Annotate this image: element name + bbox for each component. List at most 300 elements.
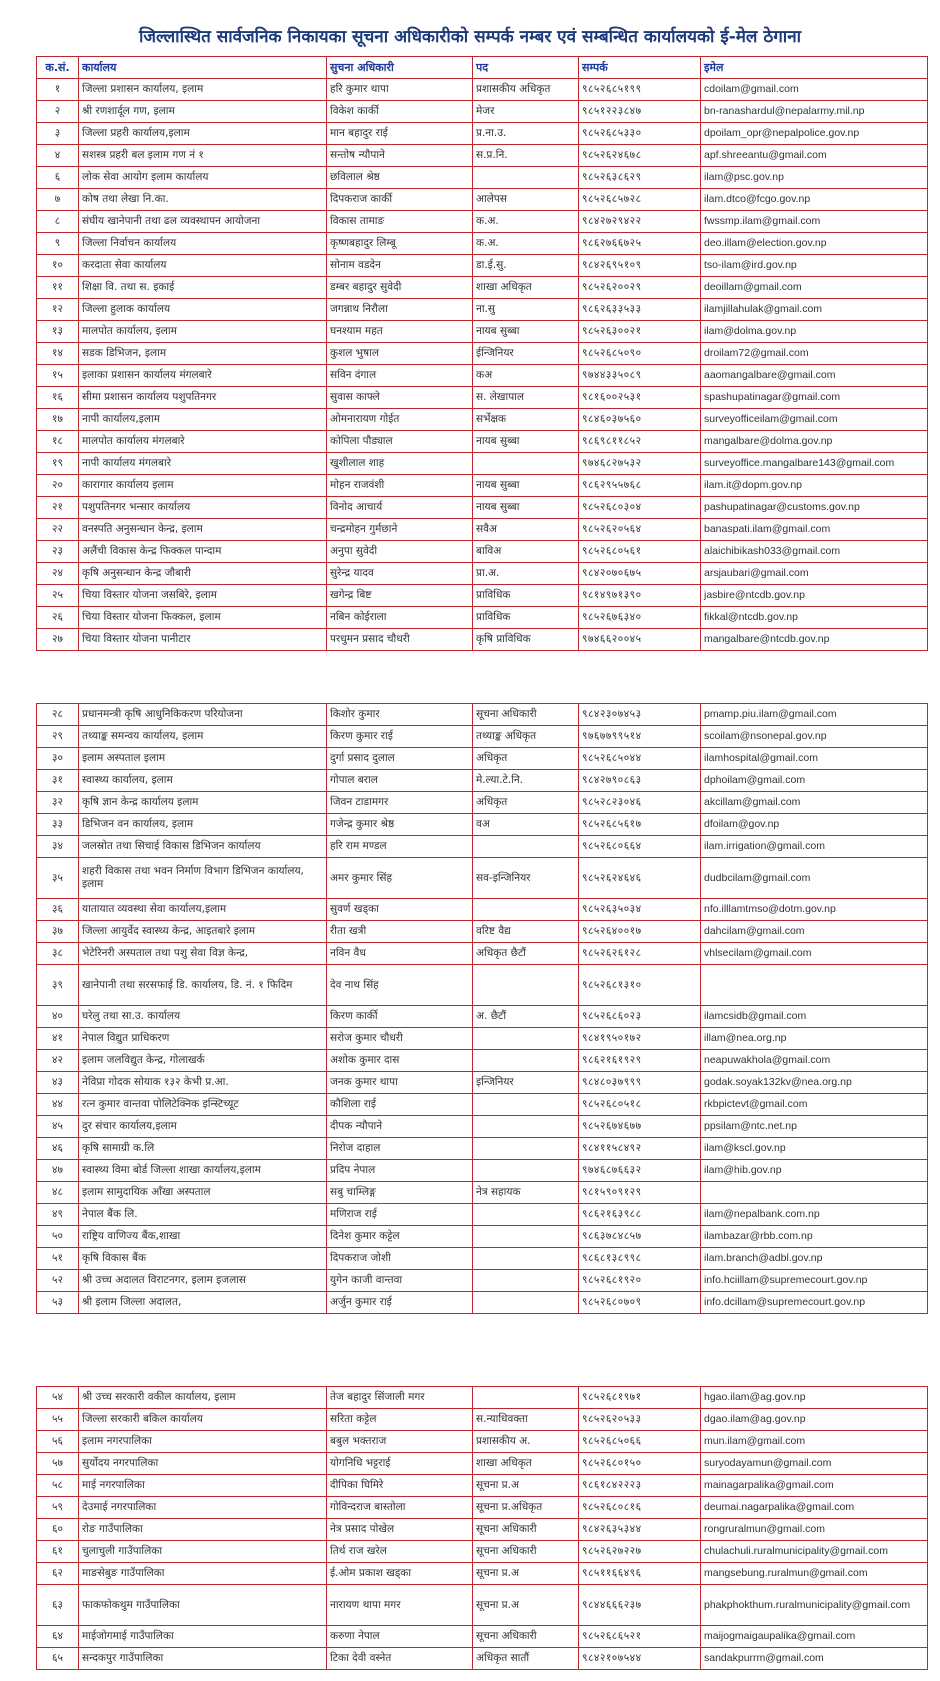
position-cell — [473, 965, 579, 1006]
position-cell: सूचना प्र.अ — [473, 1475, 579, 1497]
phone-cell: ९८५२६८५०४४ — [579, 748, 701, 770]
position-cell — [473, 1094, 579, 1116]
serial-cell: ८ — [37, 211, 79, 233]
email-cell[interactable]: phakphokthum.ruralmunicipality@gmail.com — [701, 1585, 928, 1626]
email-cell[interactable]: ilam.irrigation@gmail.com — [701, 836, 928, 858]
email-cell[interactable]: suryodayamun@gmail.com — [701, 1453, 928, 1475]
office-cell: डिभिजन वन कार्यालय, इलाम — [79, 814, 327, 836]
table-row — [37, 497, 928, 519]
phone-cell: ९८५२६८१३१० — [579, 965, 701, 1006]
serial-cell: ४३ — [37, 1072, 79, 1094]
officer-cell: अनुपा सुवेदी — [327, 541, 473, 563]
office-cell: माङसेबुङ गाउँपालिका — [79, 1563, 327, 1585]
position-cell: बाविअ — [473, 541, 579, 563]
table-row — [37, 453, 928, 475]
officer-cell: मणिराज राई — [327, 1204, 473, 1226]
phone-cell: ९८६३७८४८५७ — [579, 1226, 701, 1248]
serial-cell: ३९ — [37, 965, 79, 1006]
officer-cell: चन्द्रमोहन गुर्मछाने — [327, 519, 473, 541]
position-cell: क.अ. — [473, 211, 579, 233]
phone-cell: ९८५२६२४६७८ — [579, 145, 701, 167]
email-cell[interactable]: mun.ilam@gmail.com — [701, 1431, 928, 1453]
office-cell: जलस्रोत तथा सिचाई विकास डिभिजन कार्यालय — [79, 836, 327, 858]
table-row — [37, 1585, 928, 1626]
email-cell[interactable]: dfoilam@gov.np — [701, 814, 928, 836]
position-cell: स. लेखापाल — [473, 387, 579, 409]
email-cell[interactable]: jasbire@ntcdb.gov.np — [701, 585, 928, 607]
officer-cell: कृष्णबहादुर लिम्बू — [327, 233, 473, 255]
office-cell: शहरी विकास तथा भवन निर्माण विभाग डिभिजन कार्यालय, इलाम — [79, 858, 327, 899]
email-cell[interactable]: chulachuli.ruralmunicipality@gmail.com — [701, 1541, 928, 1563]
position-cell — [473, 1292, 579, 1314]
email-cell[interactable]: ilam.branch@adbl.gov.np — [701, 1248, 928, 1270]
email-cell[interactable]: godak.soyak132kv@nea.org.np — [701, 1072, 928, 1094]
phone-cell: ९८५२६८१९२० — [579, 1270, 701, 1292]
email-cell[interactable]: ilambazar@rbb.com.np — [701, 1226, 928, 1248]
email-cell[interactable]: ilam@nepalbank.com.np — [701, 1204, 928, 1226]
position-cell: वअ — [473, 814, 579, 836]
position-cell: अधिकृत — [473, 792, 579, 814]
position-cell: डा.ई.सु. — [473, 255, 579, 277]
table-row — [37, 1094, 928, 1116]
officer-cell: अर्जुन कुमार राई — [327, 1292, 473, 1314]
office-cell: श्री उच्च अदालत विराटनगर, इलाम इजलास — [79, 1270, 327, 1292]
position-cell: सूचना अधिकारी — [473, 1626, 579, 1648]
position-cell — [473, 1387, 579, 1409]
office-cell: श्री इलाम जिल्ला अदालत, — [79, 1292, 327, 1314]
office-cell: भेटेरिनरी अस्पताल तथा पशु सेवा विज्ञ केन्द्र, — [79, 943, 327, 965]
position-cell: आलेपस — [473, 189, 579, 211]
phone-cell: ९८५२६३८६२९ — [579, 167, 701, 189]
phone-cell: ९८४२६९५१०९ — [579, 255, 701, 277]
phone-cell: ९८४१९५०१७२ — [579, 1028, 701, 1050]
phone-cell: ९८४८०३७९९९ — [579, 1072, 701, 1094]
table-row — [37, 519, 928, 541]
office-cell: माई नगरपालिका — [79, 1475, 327, 1497]
officer-cell: गोपाल बराल — [327, 770, 473, 792]
position-cell: प्राविधिक — [473, 585, 579, 607]
serial-cell: ५४ — [37, 1387, 79, 1409]
office-cell: मालपोत कार्यालय मंगलबारे — [79, 431, 327, 453]
officer-cell: सविन दंगाल — [327, 365, 473, 387]
table-row — [37, 563, 928, 585]
serial-cell: २३ — [37, 541, 79, 563]
officer-cell: किरण कुमार राई — [327, 726, 473, 748]
serial-cell: ४२ — [37, 1050, 79, 1072]
serial-cell: १८ — [37, 431, 79, 453]
table-row — [37, 475, 928, 497]
officer-cell: खगेन्द्र बिष्ट — [327, 585, 473, 607]
email-cell[interactable]: ilam@hib.gov.np — [701, 1160, 928, 1182]
header-info-officer: सुचना अधिकारी — [327, 57, 473, 79]
office-cell: जिल्ला आयुर्वेद स्वास्थ्य केन्द्र, आइतबारे इलाम — [79, 921, 327, 943]
phone-cell: ९८४२१०७५४४ — [579, 1648, 701, 1670]
position-cell — [473, 1028, 579, 1050]
phone-cell: ९८१४९७१३९० — [579, 585, 701, 607]
email-cell[interactable]: mainagarpalika@gmail.com — [701, 1475, 928, 1497]
position-cell: शाखा अधिकृत — [473, 277, 579, 299]
phone-cell: ९८१५९०९१२९ — [579, 1182, 701, 1204]
email-cell[interactable]: rongruralmun@gmail.com — [701, 1519, 928, 1541]
email-cell[interactable]: ilamhospital@gmail.com — [701, 748, 928, 770]
table-row — [37, 1519, 928, 1541]
phone-cell: ९८६२७६६७२५ — [579, 233, 701, 255]
serial-cell: २२ — [37, 519, 79, 541]
email-cell[interactable]: ilam@kscl.gov.np — [701, 1138, 928, 1160]
table-row — [37, 1475, 928, 1497]
email-cell[interactable]: akcillam@gmail.com — [701, 792, 928, 814]
officer-cell: तिर्थ राज खरेल — [327, 1541, 473, 1563]
serial-cell: ५७ — [37, 1453, 79, 1475]
officer-cell: जनक कुमार थापा — [327, 1072, 473, 1094]
email-cell[interactable]: banaspati.ilam@gmail.com — [701, 519, 928, 541]
phone-cell: ९८५२६८५१९९ — [579, 79, 701, 101]
header-serial: क.सं. — [37, 57, 79, 79]
serial-cell: ७ — [37, 189, 79, 211]
table-row — [37, 211, 928, 233]
office-cell: मालपोत कार्यालय, इलाम — [79, 321, 327, 343]
officer-cell: दिपकराज कार्की — [327, 189, 473, 211]
email-cell[interactable]: neapuwakhola@gmail.com — [701, 1050, 928, 1072]
office-cell: यातायात व्यवस्था सेवा कार्यालय,इलाम — [79, 899, 327, 921]
office-cell: श्री उच्च सरकारी वकील कार्यालय, इलाम — [79, 1387, 327, 1409]
position-cell — [473, 167, 579, 189]
table-row — [37, 343, 928, 365]
position-cell: ना.सु — [473, 299, 579, 321]
email-cell[interactable]: fikkal@ntcdb.gov.np — [701, 607, 928, 629]
serial-cell: १५ — [37, 365, 79, 387]
table-row — [37, 629, 928, 651]
position-cell: नायब सुब्बा — [473, 497, 579, 519]
serial-cell: १६ — [37, 387, 79, 409]
office-cell: चिया विस्तार योजना फिक्कल, इलाम — [79, 607, 327, 629]
office-cell: कृषि सामाग्री क.लि — [79, 1138, 327, 1160]
email-cell[interactable]: dpoilam_opr@nepalpolice.gov.np — [701, 123, 928, 145]
table-row — [37, 836, 928, 858]
table-row — [37, 585, 928, 607]
table-row — [37, 233, 928, 255]
table-row — [37, 607, 928, 629]
office-cell: इलाका प्रशासन कार्यालय मंगलबारे — [79, 365, 327, 387]
table-row — [37, 145, 928, 167]
email-cell[interactable]: info.hciillam@supremecourt.gov.np — [701, 1270, 928, 1292]
serial-cell: १४ — [37, 343, 79, 365]
position-cell: नेत्र सहायक — [473, 1182, 579, 1204]
officer-cell: रीता खत्री — [327, 921, 473, 943]
table-row — [37, 1563, 928, 1585]
email-cell[interactable]: ilam@dolma.gov.np — [701, 321, 928, 343]
contact-table-section-3 — [36, 1386, 928, 1670]
position-cell: स.न्याधिवक्ता — [473, 1409, 579, 1431]
phone-cell: ९८४२०७०६७५ — [579, 563, 701, 585]
office-cell: सडक डिभिजन, इलाम — [79, 343, 327, 365]
phone-cell: ९८४२६३५३४४ — [579, 1519, 701, 1541]
email-cell[interactable]: aaomangalbare@gmail.com — [701, 365, 928, 387]
email-cell[interactable]: tso-ilam@ird.gov.np — [701, 255, 928, 277]
office-cell: अलैंची विकास केन्द्र फिक्कल पान्दाम — [79, 541, 327, 563]
email-cell[interactable]: ilamcsidb@gmail.com — [701, 1006, 928, 1028]
office-cell: इलाम अस्पताल इलाम — [79, 748, 327, 770]
table-row — [37, 277, 928, 299]
position-cell: सूचना प्र.अ — [473, 1563, 579, 1585]
phone-cell: ९८५२६२४६४६ — [579, 858, 701, 899]
officer-cell: किरण कार्की — [327, 1006, 473, 1028]
phone-cell: ९८५२६८०७०९ — [579, 1292, 701, 1314]
table-row — [37, 943, 928, 965]
email-cell[interactable]: cdoilam@gmail.com — [701, 79, 928, 101]
email-cell[interactable]: dphoilam@gmail.com — [701, 770, 928, 792]
email-cell[interactable]: surveyofficeilam@gmail.com — [701, 409, 928, 431]
serial-cell: ३४ — [37, 836, 79, 858]
email-cell[interactable]: hgao.ilam@ag.gov.np — [701, 1387, 928, 1409]
email-cell[interactable] — [701, 965, 928, 1006]
serial-cell: ३८ — [37, 943, 79, 965]
position-cell — [473, 1138, 579, 1160]
officer-cell: खुशीलाल शाह — [327, 453, 473, 475]
phone-cell: ९८५११६६४९६ — [579, 1563, 701, 1585]
email-cell[interactable]: rkbpictevt@gmail.com — [701, 1094, 928, 1116]
office-cell: इलाम सामुदायिक आँखा अस्पताल — [79, 1182, 327, 1204]
office-cell: तथ्याङ्क समन्वय कार्यालय, इलाम — [79, 726, 327, 748]
email-cell[interactable]: mangsebung.ruralmun@gmail.com — [701, 1563, 928, 1585]
office-cell: नापी कार्यालय,इलाम — [79, 409, 327, 431]
phone-cell: ९७४४३३५०८९ — [579, 365, 701, 387]
table-row — [37, 1182, 928, 1204]
officer-cell: दीपिका घिमिरे — [327, 1475, 473, 1497]
officer-cell: मोहन राजवंशी — [327, 475, 473, 497]
email-cell[interactable]: maijogmaigaupalika@gmail.com — [701, 1626, 928, 1648]
serial-cell: १२ — [37, 299, 79, 321]
serial-cell: ६० — [37, 1519, 79, 1541]
header-email: इमेल — [701, 57, 928, 79]
officer-cell: गजेन्द्र कुमार श्रेष्ठ — [327, 814, 473, 836]
email-cell[interactable]: deumai.nagarpalika@gmail.com — [701, 1497, 928, 1519]
office-cell: राष्ट्रिय वाणिज्य बैंक,शाखा — [79, 1226, 327, 1248]
position-cell: प्रा.अ. — [473, 563, 579, 585]
header-office: कार्यालय — [79, 57, 327, 79]
position-cell: सर्भेक्षक — [473, 409, 579, 431]
email-cell[interactable]: alaichibikash033@gmail.com — [701, 541, 928, 563]
officer-cell: जगन्नाथ निरौला — [327, 299, 473, 321]
position-cell: प्राविधिक — [473, 607, 579, 629]
position-cell: शाखा अधिकृत — [473, 1453, 579, 1475]
officer-cell: निरोज दाहाल — [327, 1138, 473, 1160]
position-cell: अधिकृत — [473, 748, 579, 770]
phone-cell: ९८५२६८०५६१ — [579, 541, 701, 563]
email-cell[interactable]: mangalbare@ntcdb.gov.np — [701, 629, 928, 651]
email-cell[interactable]: bn-ranashardul@nepalarmy.mil.np — [701, 101, 928, 123]
office-cell: कृषि ज्ञान केन्द्र कार्यालय इलाम — [79, 792, 327, 814]
email-cell[interactable]: ilamjillahulak@gmail.com — [701, 299, 928, 321]
email-cell[interactable]: dudbcilam@gmail.com — [701, 858, 928, 899]
email-cell[interactable]: sandakpurrm@gmail.com — [701, 1648, 928, 1670]
position-cell: सूचना प्र.अ — [473, 1585, 579, 1626]
table-row — [37, 858, 928, 899]
phone-cell: ९८१६००२५३१ — [579, 387, 701, 409]
position-cell — [473, 1160, 579, 1182]
officer-cell: जिवन टाडामगर — [327, 792, 473, 814]
office-cell: जिल्ला प्रशासन कार्यालय, इलाम — [79, 79, 327, 101]
email-cell[interactable]: pmamp.piu.ilam@gmail.com — [701, 704, 928, 726]
position-cell: प्रशासकीय अ. — [473, 1431, 579, 1453]
email-cell[interactable]: deoillam@gmail.com — [701, 277, 928, 299]
officer-cell: नेत्र प्रसाद पोखेल — [327, 1519, 473, 1541]
position-cell: सूचना अधिकारी — [473, 1541, 579, 1563]
email-cell[interactable]: ilam.it@dopm.gov.np — [701, 475, 928, 497]
office-cell: जिल्ला निर्वाचन कार्यालय — [79, 233, 327, 255]
table-row — [37, 1409, 928, 1431]
phone-cell: ९८५२६४००१७ — [579, 921, 701, 943]
serial-cell: ४९ — [37, 1204, 79, 1226]
email-cell[interactable]: mangalbare@dolma.gov.np — [701, 431, 928, 453]
position-cell: तथ्याङ्क अधिकृत — [473, 726, 579, 748]
officer-cell: तेज बहादुर सिंजाली मगर — [327, 1387, 473, 1409]
position-cell: मे.ल्या.टे.नि. — [473, 770, 579, 792]
serial-cell: ५० — [37, 1226, 79, 1248]
office-cell: पशुपतिनगर भन्सार कार्यालय — [79, 497, 327, 519]
officer-cell: नारायण थापा मगर — [327, 1585, 473, 1626]
phone-cell: ९८५१२२३८४७ — [579, 101, 701, 123]
office-cell: रत्न कुमार वान्तवा पोलिटेक्निक इन्स्टिच्यूट — [79, 1094, 327, 1116]
position-cell: प्रशासकीय अधिकृत — [473, 79, 579, 101]
office-cell: खानेपानी तथा सरसफाई डि. कार्यालय, डि. नं. १ फिदिम — [79, 965, 327, 1006]
phone-cell: ९८५२६७४६७७ — [579, 1116, 701, 1138]
office-cell: जिल्ला सरकारी बकिल कार्यालय — [79, 1409, 327, 1431]
phone-cell: ९८५२६८०८१६ — [579, 1497, 701, 1519]
email-cell[interactable]: nfo.illlamtmso@dotm.gov.np — [701, 899, 928, 921]
email-cell[interactable]: arsjaubari@gmail.com — [701, 563, 928, 585]
email-cell[interactable]: vhlsecilam@gmail.com — [701, 943, 928, 965]
table-row — [37, 1431, 928, 1453]
table-row — [37, 1116, 928, 1138]
office-cell: इलाम नगरपालिका — [79, 1431, 327, 1453]
serial-cell: ९ — [37, 233, 79, 255]
email-cell[interactable] — [701, 1182, 928, 1204]
email-cell[interactable]: ilam.dtco@fcgo.gov.np — [701, 189, 928, 211]
position-cell — [473, 1270, 579, 1292]
email-cell[interactable]: dahcilam@gmail.com — [701, 921, 928, 943]
table-row — [37, 123, 928, 145]
officer-cell: सोनाम वडदेन — [327, 255, 473, 277]
email-cell[interactable]: scoilam@nsonepal.gov.np — [701, 726, 928, 748]
office-cell: स्वास्थ्य विमा बोर्ड जिल्ला शाखा कार्यालय,इलाम — [79, 1160, 327, 1182]
email-cell[interactable]: surveyoffice.mangalbare143@gmail.com — [701, 453, 928, 475]
table-row — [37, 101, 928, 123]
serial-cell: ३५ — [37, 858, 79, 899]
email-cell[interactable]: deo.illam@election.gov.np — [701, 233, 928, 255]
table-row — [37, 1226, 928, 1248]
officer-cell: नविन वैध — [327, 943, 473, 965]
header-contact: सम्पर्क — [579, 57, 701, 79]
office-cell: वनस्पति अनुसन्धान केन्द्र, इलाम — [79, 519, 327, 541]
contact-table-section-1 — [36, 56, 928, 651]
serial-cell: ४ — [37, 145, 79, 167]
table-row — [37, 704, 928, 726]
phone-cell: ९८४२३०७४५३ — [579, 704, 701, 726]
officer-cell: किशोर कुमार — [327, 704, 473, 726]
serial-cell: १० — [37, 255, 79, 277]
phone-cell: ९८५२६२६१२८ — [579, 943, 701, 965]
office-cell: प्रधानमन्त्री कृषि आधुनिकिकरण परियोजना — [79, 704, 327, 726]
serial-cell: ५२ — [37, 1270, 79, 1292]
officer-cell: दुर्गा प्रसाद दुलाल — [327, 748, 473, 770]
officer-cell: अशोक कुमार दास — [327, 1050, 473, 1072]
office-cell: सशस्त्र प्रहरी बल इलाम गण नं १ — [79, 145, 327, 167]
position-cell — [473, 836, 579, 858]
serial-cell: ५३ — [37, 1292, 79, 1314]
serial-cell: १९ — [37, 453, 79, 475]
phone-cell: ९८४२७९०८६३ — [579, 770, 701, 792]
phone-cell: ९८५२६८५३३० — [579, 123, 701, 145]
email-cell[interactable]: spashupatinagar@gmail.com — [701, 387, 928, 409]
email-cell[interactable]: apf.shreeantu@gmail.com — [701, 145, 928, 167]
email-cell[interactable]: dgao.ilam@ag.gov.np — [701, 1409, 928, 1431]
officer-cell: सुरेन्द्र यादव — [327, 563, 473, 585]
phone-cell: ९८५२६८०३०४ — [579, 497, 701, 519]
table-row — [37, 1541, 928, 1563]
serial-cell: २ — [37, 101, 79, 123]
phone-cell: ९८५२६३००२१ — [579, 321, 701, 343]
position-cell: सवैअ — [473, 519, 579, 541]
table-header-row — [37, 57, 928, 79]
email-cell[interactable]: ppsilam@ntc.net.np — [701, 1116, 928, 1138]
office-cell: सीमा प्रशासन कार्यालय पशुपतिनगर — [79, 387, 327, 409]
office-cell: देउमाई नगरपालिका — [79, 1497, 327, 1519]
email-cell[interactable]: info.dcillam@supremecourt.gov.np — [701, 1292, 928, 1314]
serial-cell: ६ — [37, 167, 79, 189]
office-cell: कोष तथा लेखा नि.का. — [79, 189, 327, 211]
serial-cell: ६१ — [37, 1541, 79, 1563]
officer-cell: युगेन काजी वान्तवा — [327, 1270, 473, 1292]
email-cell[interactable]: illam@nea.org.np — [701, 1028, 928, 1050]
table-row — [37, 321, 928, 343]
officer-cell: सरोज कुमार चौधरी — [327, 1028, 473, 1050]
phone-cell: ९८६१८४२२२३ — [579, 1475, 701, 1497]
phone-cell: ९८५२६८०१५० — [579, 1453, 701, 1475]
officer-cell: विनोद आचार्य — [327, 497, 473, 519]
contact-table-section-2 — [36, 703, 928, 1314]
email-cell[interactable]: pashupatinagar@customs.gov.np — [701, 497, 928, 519]
office-cell: रोङ गाउँपालिका — [79, 1519, 327, 1541]
officer-cell: मान बहादुर राई — [327, 123, 473, 145]
serial-cell: ४४ — [37, 1094, 79, 1116]
office-cell: माईजोगमाई गाउँपालिका — [79, 1626, 327, 1648]
table-row — [37, 1138, 928, 1160]
phone-cell: ९८५२६८५०९० — [579, 343, 701, 365]
office-cell: लोक सेवा आयोग इलाम कार्यालय — [79, 167, 327, 189]
email-cell[interactable]: droilam72@gmail.com — [701, 343, 928, 365]
office-cell: कृषि अनुसन्धान केन्द्र जौबारी — [79, 563, 327, 585]
table-row — [37, 792, 928, 814]
serial-cell: २९ — [37, 726, 79, 748]
phone-cell: ९८६८१३८९९८ — [579, 1248, 701, 1270]
email-cell[interactable]: ilam@psc.gov.np — [701, 167, 928, 189]
serial-cell: ६५ — [37, 1648, 79, 1670]
office-cell: सुर्योदय नगरपालिका — [79, 1453, 327, 1475]
officer-cell: कौशिला राई — [327, 1094, 473, 1116]
table-row — [37, 1050, 928, 1072]
phone-cell: ९८६२१६१९२९ — [579, 1050, 701, 1072]
position-cell: सव-इन्जिनियर — [473, 858, 579, 899]
office-cell: फाकफोकथुम गाउँपालिका — [79, 1585, 327, 1626]
officer-cell: विकास तामाङ — [327, 211, 473, 233]
email-cell[interactable]: fwssmp.ilam@gmail.com — [701, 211, 928, 233]
table-row — [37, 899, 928, 921]
phone-cell: ९८५२६७६३४० — [579, 607, 701, 629]
table-row — [37, 1292, 928, 1314]
office-cell: स्वास्थ्य कार्यालय, इलाम — [79, 770, 327, 792]
phone-cell: ९७६७७९९५१४ — [579, 726, 701, 748]
